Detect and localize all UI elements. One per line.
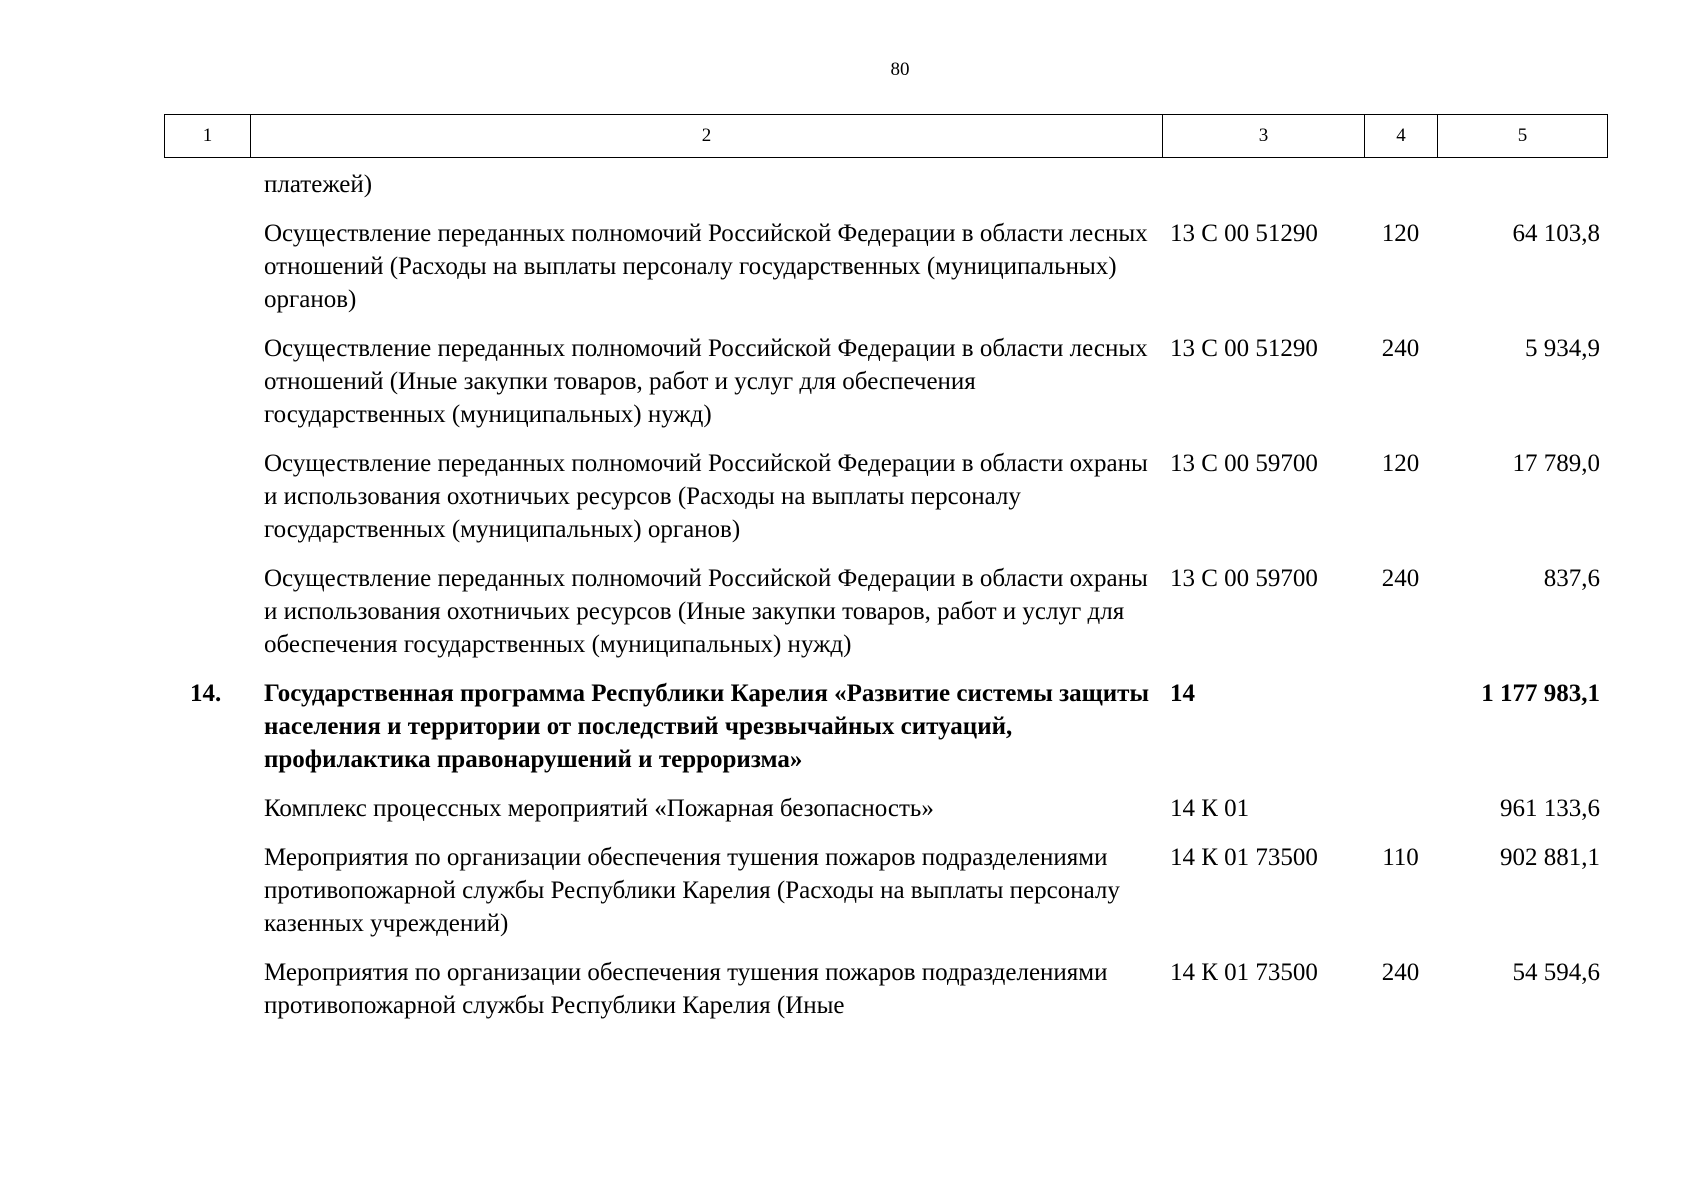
row-number: [164, 168, 250, 201]
table-row: [164, 792, 1608, 825]
row-name: платежей): [264, 171, 373, 198]
row-amount: 5 934,9: [1525, 335, 1600, 362]
row-name: Осуществление переданных полномочий Российской Федерации в области лесных отношений (Иные закупки товаров, работ и услуг для обеспечения государственных (муниципальных) нужд): [264, 335, 1148, 428]
row-name: Осуществление переданных полномочий Российской Федерации в области лесных отношений (Расходы на выплаты персоналу государственных (муниципальных) органов): [264, 220, 1148, 313]
row-code: 14: [1170, 680, 1195, 707]
row-number: [164, 217, 250, 316]
row-number: [164, 447, 250, 546]
row-code: [1162, 168, 1364, 201]
row-code: 13 С 00 51290: [1170, 220, 1318, 247]
row-expense-type: 120: [1381, 220, 1420, 247]
table-row: [164, 217, 1608, 316]
row-amount: 64 103,8: [1512, 220, 1600, 247]
row-number: [164, 841, 250, 940]
row-expense-type: 240: [1381, 335, 1420, 362]
row-name: Мероприятия по организации обеспечения тушения пожаров подразделениями противопожарной службы Республики Карелия (Иные: [264, 959, 1108, 1019]
row-expense-type: 110: [1382, 844, 1419, 871]
table-row: [164, 447, 1608, 546]
table-row: [164, 168, 1608, 201]
column-number-5: 5: [1517, 125, 1528, 146]
table-header-row: [164, 114, 1608, 158]
row-number: [164, 562, 250, 661]
row-code: 13 С 00 51290: [1170, 335, 1318, 362]
row-number: [164, 332, 250, 431]
row-code: 14 К 01: [1170, 795, 1250, 822]
column-number-1: 1: [165, 115, 251, 157]
row-number: 14.: [190, 680, 222, 707]
row-name: Государственная программа Республики Карелия «Развитие системы защиты населения и территории от последствий чрезвычайных ситуаций, профилактика правонарушений и терроризма»: [264, 680, 1149, 773]
table-row: [164, 332, 1608, 431]
row-name: Мероприятия по организации обеспечения тушения пожаров подразделениями противопожарной службы Республики Карелия (Расходы на выплаты персоналу казенных учреждений): [264, 844, 1120, 937]
row-amount: 1 177 983,1: [1481, 680, 1600, 707]
row-code: 13 С 00 59700: [1170, 565, 1318, 592]
row-code: 13 С 00 59700: [1170, 450, 1318, 477]
row-expense-type: [1364, 792, 1437, 825]
table-body: [164, 168, 1608, 1038]
row-name: Комплекс процессных мероприятий «Пожарная безопасность»: [264, 795, 934, 822]
row-amount: [1437, 168, 1608, 201]
row-amount: 17 789,0: [1512, 450, 1600, 477]
row-expense-type: [1364, 168, 1437, 201]
row-amount: 902 881,1: [1500, 844, 1600, 871]
row-expense-type: 120: [1381, 450, 1420, 477]
row-number: [164, 792, 250, 825]
row-expense-type: 240: [1381, 565, 1420, 592]
table-row: [164, 841, 1608, 940]
row-expense-type: 240: [1381, 959, 1420, 986]
row-code: 14 К 01 73500: [1170, 844, 1318, 871]
table-row: [164, 562, 1608, 661]
row-code: 14 К 01 73500: [1170, 959, 1318, 986]
table-row-program-heading: [164, 677, 1608, 776]
row-expense-type: [1364, 677, 1437, 776]
table-row: [164, 956, 1608, 1022]
page-number: 80: [890, 59, 910, 80]
row-amount: 961 133,6: [1500, 795, 1600, 822]
row-amount: 837,6: [1543, 565, 1600, 592]
column-number-3: 3: [1163, 115, 1365, 157]
row-number: [164, 956, 250, 1022]
column-number-2: 2: [251, 115, 1163, 157]
row-name: Осуществление переданных полномочий Российской Федерации в области охраны и использования охотничьих ресурсов (Иные закупки товаров, работ и услуг для обеспечения государственных (муниципальных) нужд): [264, 565, 1148, 658]
row-amount: 54 594,6: [1512, 959, 1600, 986]
column-number-4: 4: [1365, 115, 1438, 157]
row-name: Осуществление переданных полномочий Российской Федерации в области охраны и использования охотничьих ресурсов (Расходы на выплаты персоналу государственных (муниципальных) органов): [264, 450, 1148, 543]
